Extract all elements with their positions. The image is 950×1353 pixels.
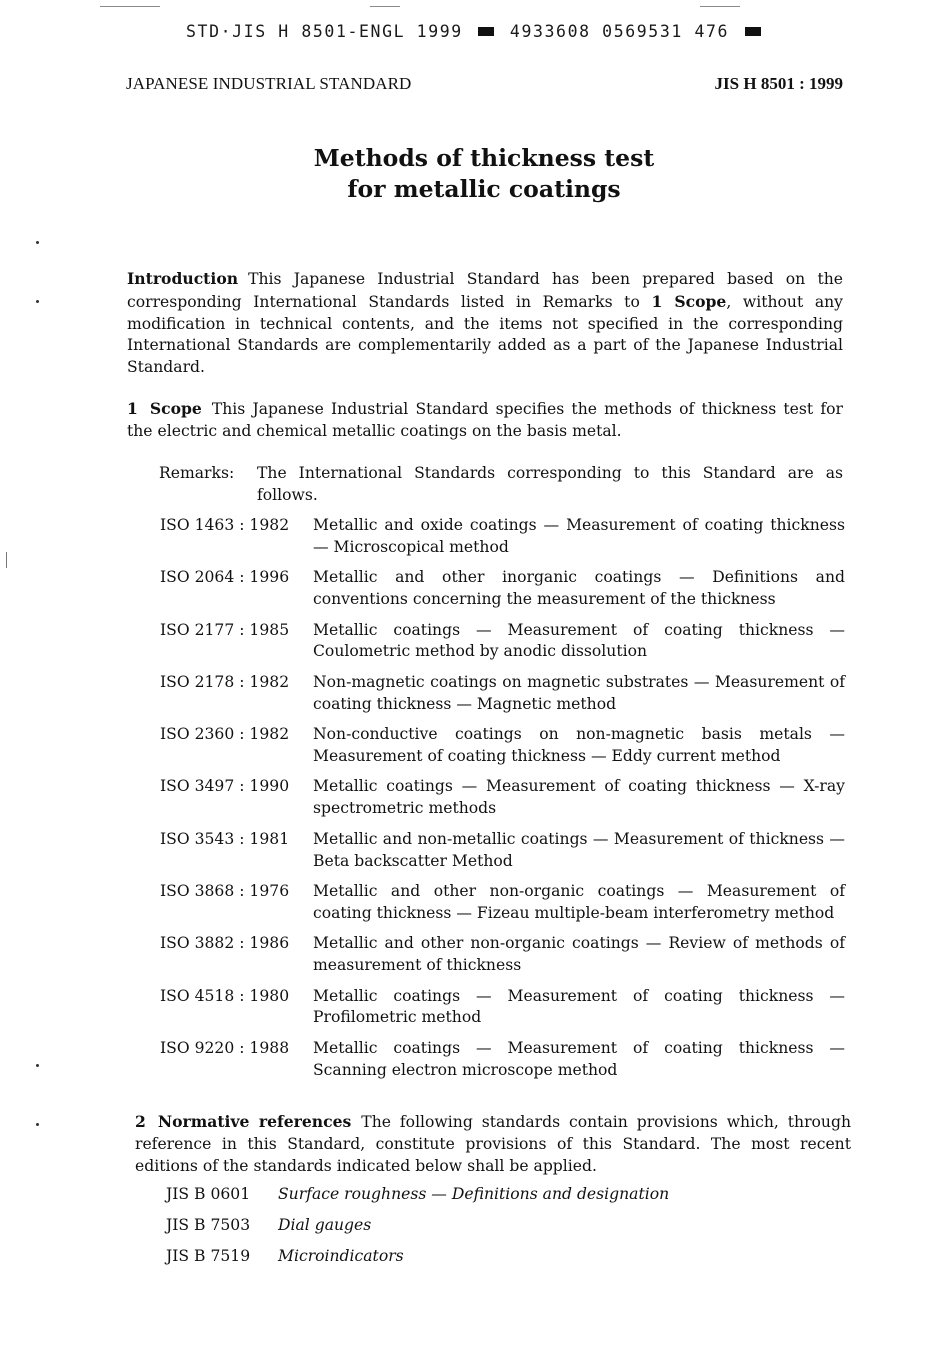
jis-reference-title: Surface roughness — Definitions and designation (278, 1185, 670, 1203)
jis-reference-code: JIS B 0601 (166, 1185, 251, 1203)
iso-standard-row (160, 515, 850, 567)
remarks-text: The International Standards corresponding to this Standard are as follows. (257, 464, 843, 504)
jis-reference-row (166, 1215, 816, 1246)
stamp-block-mark (745, 27, 761, 36)
iso-standard-row (160, 829, 850, 881)
iso-standard-code: ISO 2177 : 1985 (160, 620, 290, 639)
jis-reference-title: Microindicators (278, 1247, 404, 1265)
jis-reference-code: JIS B 7503 (166, 1216, 251, 1234)
iso-standard-code: ISO 2178 : 1982 (160, 672, 290, 691)
iso-standard-row (160, 881, 850, 933)
jis-reference-code: JIS B 7519 (166, 1247, 251, 1265)
iso-standard-code: ISO 3868 : 1976 (160, 882, 290, 901)
iso-standard-row (160, 567, 850, 619)
scope-heading: Scope (149, 399, 202, 418)
scan-mark (6, 552, 7, 568)
iso-standard-title: Non-magnetic coatings on magnetic substrates — Measurement of coating thickness — Magnetic method (313, 672, 845, 713)
stamp-designation: STD·JIS H 8501-ENGL 1999 (186, 22, 463, 41)
scope-text: This Japanese Industrial Standard specifies the methods of thickness test for the electric and chemical metallic coatings on the basis metal. (127, 400, 843, 440)
header-left: JAPANESE INDUSTRIAL STANDARD (126, 74, 412, 93)
title-line-2: for metallic coatings (347, 175, 621, 203)
scan-rule-fragments (100, 6, 820, 10)
scan-speck (36, 1064, 39, 1067)
introduction-text-b: , without any modification in technical contents, and the items not specified in the corresponding International Standards are complementarily added as a part of the Japanese Industrial Standard. (127, 292, 843, 377)
introduction-text-a: This Japanese Industrial Standard has been prepared based on the corresponding International Standards listed in Remarks to (127, 270, 843, 311)
iso-standard-row (160, 1038, 850, 1090)
scope-number: 1 (127, 399, 138, 418)
iso-standard-title: Metallic coatings — Measurement of coating thickness — Scanning electron microscope method (313, 1038, 845, 1079)
introduction-scope-ref: 1 Scope (651, 291, 727, 311)
iso-standard-code: ISO 2360 : 1982 (160, 725, 290, 744)
page-title (0, 143, 950, 205)
normative-references-paragraph (135, 1111, 851, 1177)
iso-standard-code: ISO 4518 : 1980 (160, 986, 290, 1005)
stamp-block-mark (478, 27, 494, 36)
iso-standard-title: Metallic and other non-organic coatings — Review of methods of measurement of thickness (313, 934, 845, 975)
jis-reference-title: Dial gauges (278, 1216, 372, 1234)
normref-number: 2 (135, 1112, 146, 1131)
iso-standard-row (160, 672, 850, 724)
iso-standard-row (160, 986, 850, 1038)
introduction-paragraph (127, 268, 843, 379)
introduction-heading: Introduction (127, 269, 239, 288)
iso-standard-row (160, 620, 850, 672)
iso-standard-title: Metallic coatings — Measurement of coating thickness — Coulometric method by anodic dissolution (313, 620, 845, 661)
iso-standard-code: ISO 3497 : 1990 (160, 777, 290, 796)
iso-standard-title: Metallic coatings — Measurement of coating thickness — Profilometric method (313, 986, 845, 1027)
normref-heading: Normative references (157, 1112, 352, 1131)
stamp-serial: 4933608 0569531 476 (509, 22, 730, 41)
scope-paragraph (127, 398, 843, 443)
document-stamp (186, 22, 765, 42)
iso-standard-code: ISO 3543 : 1981 (160, 829, 290, 848)
iso-standard-title: Metallic coatings — Measurement of coating thickness — X-ray spectrometric methods (313, 777, 845, 818)
iso-standard-title: Metallic and other non-organic coatings — Measurement of coating thickness — Fizeau multiple-beam interferometry method (313, 882, 845, 922)
jis-references-list (166, 1184, 816, 1277)
iso-standard-row (160, 776, 850, 828)
scan-speck (36, 300, 39, 303)
iso-standard-code: ISO 2064 : 1996 (160, 568, 290, 587)
iso-standard-code: ISO 9220 : 1988 (160, 1038, 290, 1057)
iso-standard-title: Non-conductive coatings on non-magnetic basis metals — Measurement of coating thickness — Eddy current method (313, 725, 845, 765)
header-standard-number: JIS H 8501 : 1999 (714, 74, 843, 93)
iso-standard-title: Metallic and oxide coatings — Measurement of coating thickness — Microscopical method (313, 516, 845, 556)
normref-text: The following standards contain provisions which, through reference in this Standard, constitute provisions of this Standard. The most recent editions of the standards indicated below shall be applied. (135, 1113, 851, 1175)
iso-standard-title: Metallic and non-metallic coatings — Measurement of thickness — Beta backscatter Method (313, 829, 845, 870)
iso-standard-row (160, 933, 850, 985)
iso-standard-code: ISO 1463 : 1982 (160, 516, 290, 534)
remarks-label: Remarks: (159, 464, 235, 482)
iso-standards-list (160, 515, 850, 1090)
title-line-1: Methods of thickness test (313, 144, 655, 172)
jis-reference-row (166, 1184, 816, 1215)
iso-standard-title: Metallic and other inorganic coatings — Definitions and conventions concerning the measurement of the thickness (313, 568, 845, 609)
scan-speck (36, 1123, 39, 1126)
iso-standard-code: ISO 3882 : 1986 (160, 934, 290, 953)
scan-speck (36, 241, 39, 244)
iso-standard-row (160, 724, 850, 776)
jis-reference-row (166, 1246, 816, 1277)
